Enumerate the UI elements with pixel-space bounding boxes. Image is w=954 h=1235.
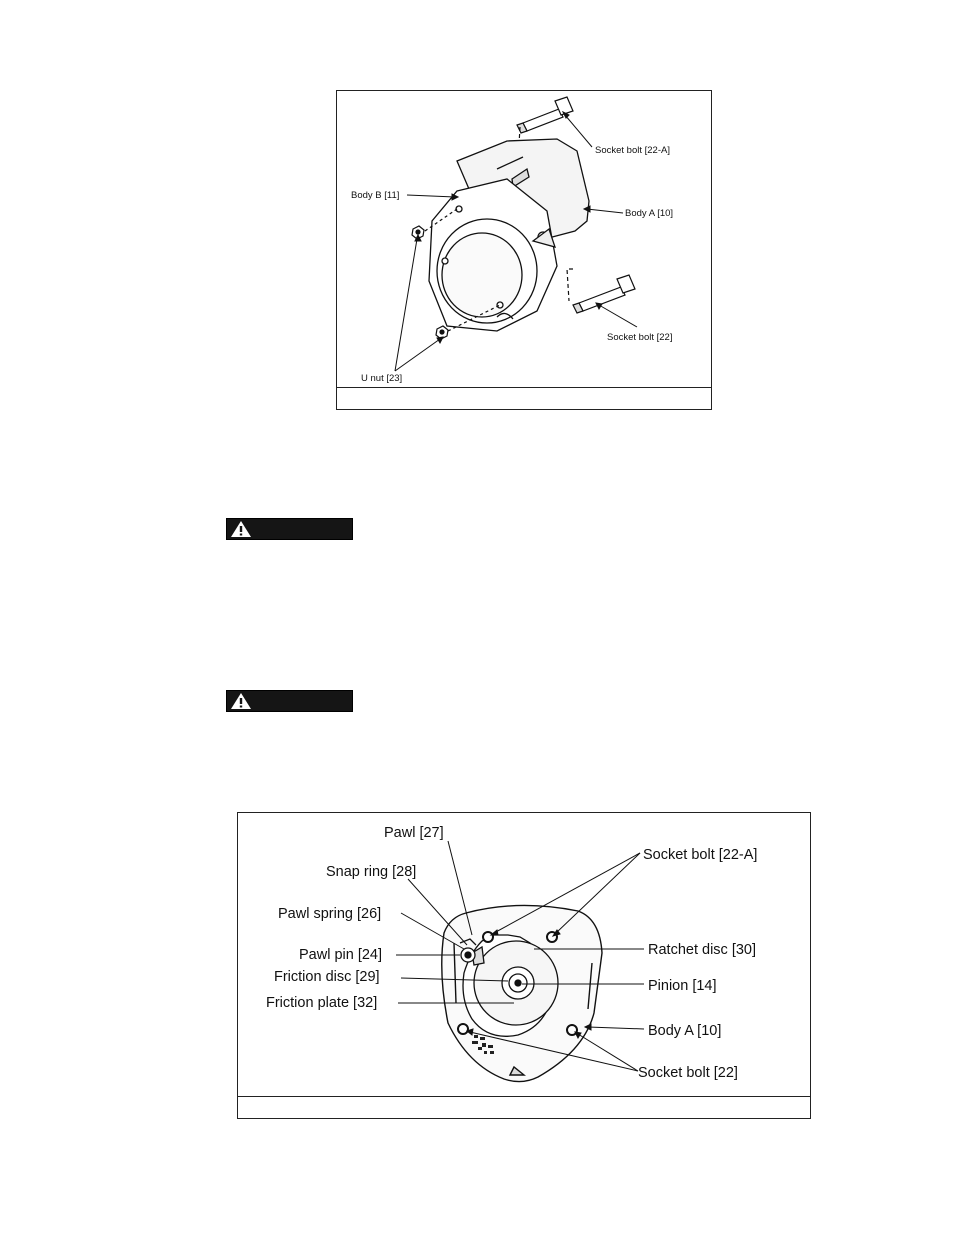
warning-banner-1	[226, 518, 353, 540]
label-socket-bolt-22: Socket bolt [22]	[638, 1065, 738, 1081]
label-u-nut: U nut [23]	[361, 373, 403, 384]
label-friction-disc: Friction disc [29]	[274, 969, 380, 985]
warning-triangle-icon	[227, 519, 353, 540]
label-pinion: Pinion [14]	[648, 978, 717, 994]
body-assembly-drawing	[337, 91, 713, 387]
figure2-caption-divider	[238, 1096, 810, 1097]
label-pawl: Pawl [27]	[384, 825, 444, 841]
label-body-a: Body A [10]	[625, 208, 674, 219]
figure-body-assembly	[336, 90, 712, 410]
label-pawl-pin: Pawl pin [24]	[299, 947, 383, 963]
figure-ratchet-assembly	[237, 812, 811, 1119]
warning-triangle-icon	[227, 691, 353, 712]
label-body-a: Body A [10]	[648, 1023, 722, 1039]
figure1-caption-divider	[337, 387, 711, 388]
label-ratchet-disc: Ratchet disc [30]	[648, 942, 756, 958]
label-snap-ring: Snap ring [28]	[326, 864, 417, 880]
label-friction-plate: Friction plate [32]	[266, 995, 378, 1011]
label-pawl-spring: Pawl spring [26]	[278, 906, 382, 922]
label-socket-bolt-22a: Socket bolt [22-A]	[643, 847, 758, 863]
label-socket-bolt-22a: Socket bolt [22-A]	[595, 145, 670, 156]
label-socket-bolt-22: Socket bolt [22]	[607, 332, 673, 343]
label-body-b: Body B [11]	[351, 190, 400, 201]
ratchet-assembly-drawing	[238, 813, 812, 1096]
warning-banner-2	[226, 690, 353, 712]
